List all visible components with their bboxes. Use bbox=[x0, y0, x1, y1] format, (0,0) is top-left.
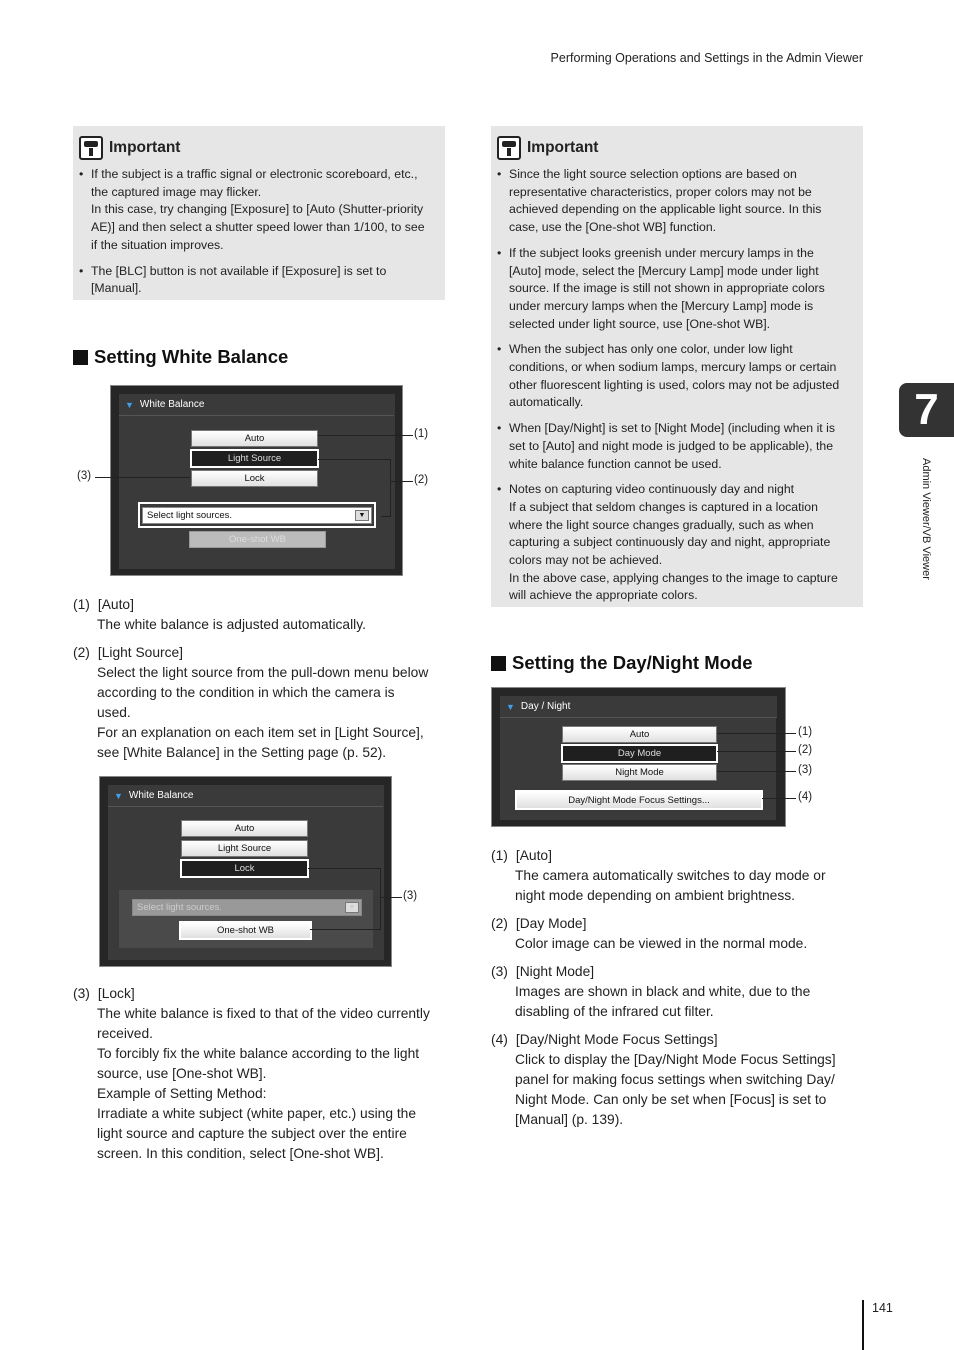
section-title-white-balance: Setting White Balance bbox=[73, 346, 288, 368]
bullet-item bbox=[497, 245, 855, 334]
day-night-screenshot bbox=[491, 687, 786, 827]
description-line: Click to display the [Day/Night Mode Focus Settings] bbox=[515, 1052, 836, 1067]
bullet-line: automatically. bbox=[509, 395, 584, 410]
callout-2: (2) bbox=[414, 474, 429, 486]
callout-1: (1) bbox=[414, 428, 429, 440]
bullet-line: case, use the [One-shot WB] function. bbox=[509, 220, 717, 235]
wb-descriptions-1: (1) [Auto] The white balance is adjusted automatically. (2) [Light Source] Select the light source from the pull-down menu below according to the condition in which the camera is used. For an explanation on each item set in [Light Source], see [White Balance] in the Setting page (p. 52). bbox=[73, 595, 453, 771]
bullet-item bbox=[497, 481, 855, 605]
running-header: Performing Operations and Settings in the Admin Viewer bbox=[550, 51, 863, 65]
page-number-rule bbox=[862, 1300, 864, 1350]
bullet-line: white balance function cannot be used. bbox=[509, 456, 722, 471]
dn-descriptions: (1) [Auto] The camera automatically switches to day mode or night mode depending on ambient brightness. (2) [Day Mode] Color image can be viewed in the normal mode. (3) [Night Mode] Images are shown in black and white, due to the disabling of the infrared cut filter. (4) [Day/Night Mode Focus Settings] Click to display the [Day/Night Mode Focus Settings] panel for making focus settings when switching Day/ Night Mode. Can only be set when [Focus] is set to [Manual] (p. 139). bbox=[491, 846, 871, 1138]
description-line: To forcibly fix the white balance according to the light bbox=[97, 1046, 420, 1061]
description-line: Night Mode. Can only be set when [Focus] is set to bbox=[515, 1092, 827, 1107]
description-line: light source and capture the subject over the entire bbox=[97, 1126, 407, 1141]
one-shot-wb-button[interactable]: One-shot WB bbox=[180, 922, 311, 939]
bullet-item bbox=[497, 166, 855, 237]
bullet-line: conditions, or when sodium lamps, mercury lamps or certain bbox=[509, 360, 837, 375]
description-line: Example of Setting Method: bbox=[97, 1086, 267, 1101]
bullet-line: If a subject that seldom changes is captured in a location bbox=[509, 499, 818, 514]
night-mode-button[interactable]: Night Mode bbox=[562, 764, 717, 781]
important-title: Important bbox=[109, 139, 181, 156]
lock-button[interactable]: Lock bbox=[191, 470, 318, 487]
bullet-line: [Manual]. bbox=[91, 281, 142, 296]
important-box-left bbox=[73, 126, 445, 300]
bullet-line: In the above case, applying changes to the image to capture bbox=[509, 570, 838, 585]
panel-header: ▼ White Balance bbox=[108, 785, 383, 807]
bullet-line: source. If the image is still not shown in appropriate colors bbox=[509, 281, 825, 296]
bullet-line: other fluorescent lighting is used, colors may not be adjusted bbox=[509, 377, 840, 392]
description-line: according to the condition in which the camera is bbox=[97, 685, 395, 700]
square-bullet-icon bbox=[73, 350, 88, 365]
light-source-select[interactable]: Select light sources. ▼ bbox=[132, 899, 362, 916]
bullet-line: • The [BLC] button is not available if [Exposure] is set to bbox=[91, 263, 387, 278]
bullet-line: In this case, try changing [Exposure] to [Auto (Shutter-priority bbox=[91, 202, 424, 217]
important-list bbox=[497, 166, 855, 605]
important-icon bbox=[497, 136, 521, 160]
bullet-line: if the situation improves. bbox=[91, 237, 224, 252]
light-source-select[interactable]: Select light sources. ▼ bbox=[142, 507, 372, 524]
bullet-item bbox=[497, 420, 855, 473]
bullet-line: set to [Auto] and night mode is judged to be applicable), the bbox=[509, 438, 834, 453]
triangle-down-icon: ▼ bbox=[125, 399, 134, 410]
one-shot-wb-button[interactable]: One-shot WB bbox=[189, 531, 326, 548]
callout-3: (3) bbox=[77, 470, 92, 482]
description-line: used. bbox=[97, 705, 131, 720]
auto-button[interactable]: Auto bbox=[191, 430, 318, 447]
callout-4: (4) bbox=[798, 791, 813, 803]
bullet-line: • When [Day/Night] is set to [Night Mode] (including when it is bbox=[509, 421, 836, 436]
bullet-line: AE)] and then select a shutter speed lower than 1/100, to see bbox=[91, 220, 425, 235]
square-bullet-icon bbox=[491, 656, 506, 671]
description-line: The white balance is adjusted automatically. bbox=[97, 617, 366, 632]
day-mode-button[interactable]: Day Mode bbox=[562, 745, 717, 762]
lock-button[interactable]: Lock bbox=[181, 860, 308, 877]
bullet-line: • Since the light source selection options are based on bbox=[509, 167, 797, 181]
important-title: Important bbox=[527, 139, 599, 156]
description-line: source, use [One-shot WB]. bbox=[97, 1066, 267, 1081]
bullet-line: under mercury lamps when the [Mercury Lamp] mode is bbox=[509, 298, 814, 313]
callout-3: (3) bbox=[403, 890, 418, 902]
callout-3: (3) bbox=[798, 764, 813, 776]
bullet-line: colors may not be achieved. bbox=[509, 553, 663, 568]
description-line: Select the light source from the pull-down menu below bbox=[97, 665, 429, 680]
bullet-line: • When the subject has only one color, under low light bbox=[509, 342, 793, 357]
description-line: Irradiate a white subject (white paper, etc.) using the bbox=[97, 1106, 417, 1121]
callout-2: (2) bbox=[798, 744, 813, 756]
bullet-line: the captured image may flicker. bbox=[91, 184, 262, 199]
description-line: panel for making focus settings when switching Day/ bbox=[515, 1072, 835, 1087]
bullet-item bbox=[79, 263, 437, 298]
triangle-down-icon: ▼ bbox=[114, 790, 123, 801]
callout-1: (1) bbox=[798, 726, 813, 738]
bullet-line: selected under light source, use [One-shot WB]. bbox=[509, 316, 771, 331]
focus-settings-button[interactable]: Day/Night Mode Focus Settings... bbox=[516, 791, 762, 809]
description-line: Images are shown in black and white, due to the bbox=[515, 984, 811, 999]
bullet-item bbox=[497, 341, 855, 412]
white-balance-screenshot-2 bbox=[99, 776, 392, 967]
bullet-line: • If the subject is a traffic signal or electronic scoreboard, etc., bbox=[91, 167, 418, 181]
bullet-line: will achieve the appropriate colors. bbox=[509, 588, 698, 603]
page-number: 141 bbox=[872, 1301, 893, 1315]
bullet-item bbox=[79, 166, 437, 255]
important-icon bbox=[79, 136, 103, 160]
description-line: For an explanation on each item set in [Light Source], bbox=[97, 725, 424, 740]
auto-button[interactable]: Auto bbox=[181, 820, 308, 837]
chapter-tab: 7 bbox=[899, 383, 954, 437]
light-source-button[interactable]: Light Source bbox=[181, 840, 308, 857]
important-box-right bbox=[491, 126, 863, 607]
description-line: see [White Balance] in the Setting page (p. 52). bbox=[97, 745, 387, 760]
important-list bbox=[79, 166, 437, 298]
bullet-line: [Auto] mode, select the [Mercury Lamp] mode under light bbox=[509, 263, 819, 278]
triangle-down-icon: ▼ bbox=[506, 701, 515, 712]
bullet-line: representative characteristics, proper colors may not be bbox=[509, 184, 812, 199]
bullet-line: • If the subject looks greenish under mercury lamps in the bbox=[509, 245, 814, 260]
description-line: screen. In this condition, select [One-shot WB]. bbox=[97, 1146, 384, 1161]
section-title-day-night: Setting the Day/Night Mode bbox=[491, 652, 753, 674]
panel-header: ▼ Day / Night bbox=[500, 696, 777, 718]
description-line: The camera automatically switches to day mode or bbox=[515, 868, 826, 883]
wb-descriptions-2: (3) [Lock] The white balance is fixed to that of the video currently received. To forcibly fix the white balance according to the light source, use [One-shot WB]. Example of Setting Method: Irradiate a white subject (white paper, etc.) using the light source and capture the subject over the entire screen. In this condition, select [One-shot WB]. bbox=[73, 984, 453, 1172]
white-balance-screenshot-1 bbox=[110, 385, 403, 576]
description-line: The white balance is fixed to that of the video currently bbox=[97, 1006, 430, 1021]
chevron-down-icon: ▼ bbox=[345, 902, 359, 913]
description-line: night mode depending on ambient brightness. bbox=[515, 888, 795, 903]
bullet-line: • Notes on capturing video continuously day and night bbox=[509, 482, 795, 497]
description-line: disabling of the infrared cut filter. bbox=[515, 1004, 714, 1019]
panel-header: ▼ White Balance bbox=[119, 394, 394, 416]
bullet-line: capturing a subject continuously day and night, appropriate bbox=[509, 535, 831, 550]
chapter-side-label: Admin Viewer/VB Viewer bbox=[920, 458, 932, 580]
light-source-button[interactable]: Light Source bbox=[191, 450, 318, 467]
bullet-line: where the light source changes gradually, such as when bbox=[509, 517, 814, 532]
description-line: Color image can be viewed in the normal mode. bbox=[515, 936, 808, 951]
description-line: [Manual] (p. 139). bbox=[515, 1112, 624, 1127]
bullet-line: achieved depending on the applicable light source. In this bbox=[509, 202, 822, 217]
description-line: received. bbox=[97, 1026, 153, 1041]
chevron-down-icon: ▼ bbox=[355, 510, 369, 521]
auto-button[interactable]: Auto bbox=[562, 726, 717, 743]
